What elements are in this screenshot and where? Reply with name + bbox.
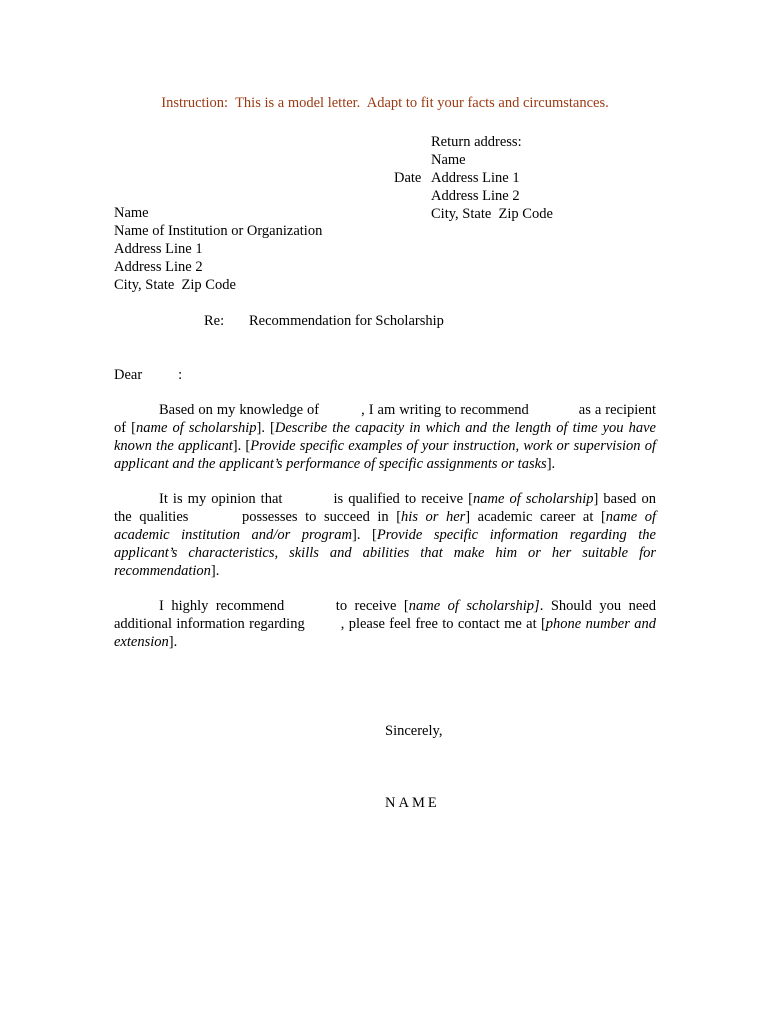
return-address-line1: Address Line 1 [431, 170, 520, 186]
p3-text-b: to receive [ [335, 598, 409, 614]
p2-text-b: is qualified to receive [ [333, 491, 473, 507]
p2-text-a: It is my opinion that [159, 491, 283, 507]
return-address-line2: Address Line 2 [431, 188, 520, 204]
re-subject: Recommendation for Scholarship [249, 313, 444, 329]
p1-examples-placeholder: Provide specific examples of your instruction, work or supervision of applicant and the applicant’s performance of specific assignments or tasks [114, 438, 656, 472]
p2-pronoun-placeholder: his or her [401, 509, 466, 525]
p1-capacity-placeholder: Describe the capacity in which and the length of time you have known the applicant [114, 420, 656, 454]
p1-text-c: as a recipient of [ [114, 402, 656, 436]
p2-text-g: ] academic career at [ [465, 509, 606, 525]
instruction-note: Instruction: This is a model letter. Adapt to fit your facts and circumstances. [161, 95, 609, 111]
p2-scholarship-placeholder: name of scholarship [472, 491, 594, 507]
return-address-block [431, 133, 553, 223]
p1-scholarship-placeholder: name of scholarship [135, 420, 257, 436]
recipient-organization: Name of Institution or Organization [114, 223, 323, 239]
p3-phone-placeholder: phone number and extension [114, 616, 656, 650]
p1-text-b: , I am writing to recommend [361, 402, 529, 418]
salutation-colon: : [178, 367, 183, 383]
p1-text-a: Based on my knowledge of [159, 402, 320, 418]
p3-text-a: I highly recommend [159, 598, 285, 614]
return-address-label: Return address: [431, 134, 522, 150]
p3-text-e: , please feel free to contact me at [ [340, 616, 546, 632]
closing: Sincerely, [385, 723, 443, 739]
recipient-line1: Address Line 1 [114, 241, 203, 257]
paragraph-knowledge [114, 401, 656, 473]
p2-institution-placeholder: name of academic institution and/or program [114, 509, 657, 543]
p2-text-d: ] based on the qualities [114, 491, 656, 525]
p3-text-d: . Should you need additional information regarding [114, 598, 656, 632]
paragraph-opinion [114, 490, 656, 580]
salutation [114, 366, 182, 384]
re-label: Re: [204, 313, 225, 329]
p1-text-g: ]. [ [232, 438, 251, 454]
paragraph-recommend [114, 597, 656, 651]
recipient-name: Name [114, 205, 149, 221]
date-label: Date [394, 170, 422, 186]
return-address-name: Name [431, 152, 466, 168]
signature-name: NAME [385, 795, 440, 811]
recipient-line2: Address Line 2 [114, 259, 203, 275]
p2-characteristics-placeholder: Provide specific information regarding the applicant’s characteristics, skills and abilities that make him or her suitable for recommendation [114, 527, 656, 579]
p3-text-g: ]. [168, 634, 178, 650]
p1-text-i: ]. [546, 456, 556, 472]
p3-scholarship-placeholder: name of scholarship] [408, 598, 540, 614]
recipient-city: City, State Zip Code [114, 277, 236, 293]
return-address-city: City, State Zip Code [431, 206, 553, 222]
p2-text-i: ]. [ [352, 527, 377, 543]
salutation-dear: Dear [114, 367, 143, 383]
p2-text-e: possesses to succeed in [ [241, 509, 402, 525]
p2-text-k: ]. [210, 563, 220, 579]
p1-text-e: ]. [ [256, 420, 275, 436]
recipient-address-block [114, 204, 322, 294]
